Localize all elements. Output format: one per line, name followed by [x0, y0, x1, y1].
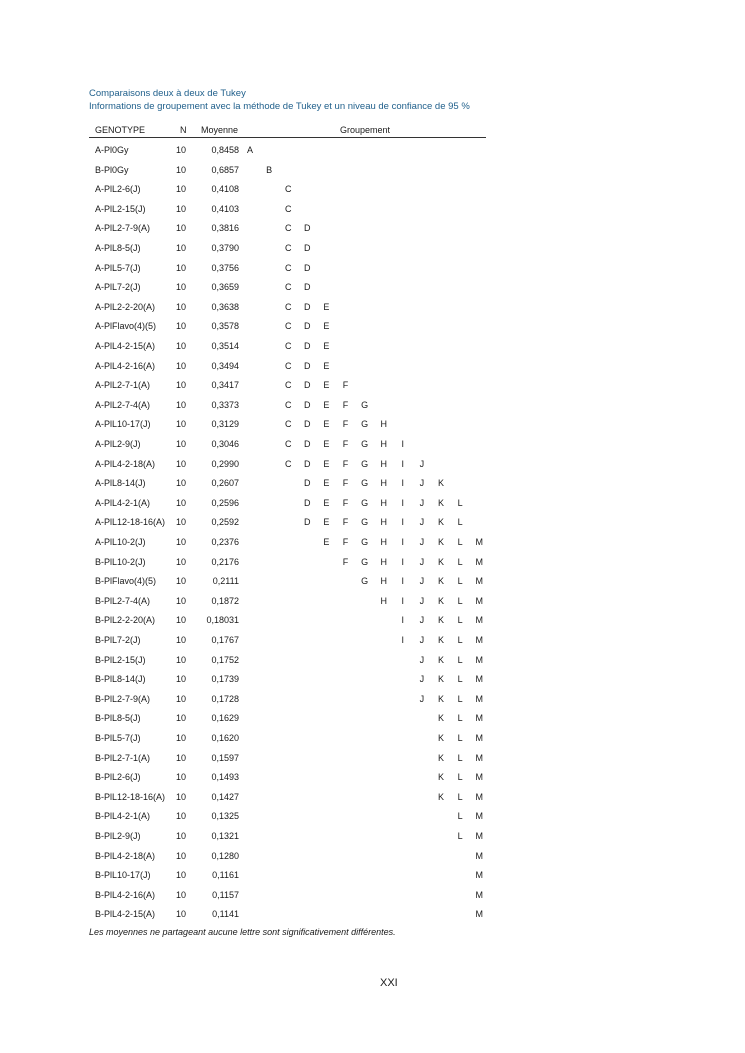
group-letter: H	[380, 458, 387, 469]
group-letter: L	[457, 693, 463, 704]
row-n: 10	[176, 478, 187, 489]
row-genotype: B-PlL2-2-20(A)	[95, 615, 156, 626]
group-letter: F	[342, 497, 349, 508]
row-genotype: B-PlL10-17(J)	[95, 870, 151, 881]
row-genotype: B-PlL2-7-1(A)	[95, 752, 151, 763]
group-letter: C	[284, 399, 292, 410]
group-letter: D	[304, 419, 311, 430]
row-mean: 0,3816	[211, 223, 239, 234]
row-mean: 0,3046	[211, 439, 239, 449]
group-letter: C	[284, 419, 292, 430]
group-letter: E	[323, 537, 330, 547]
group-letter: D	[304, 399, 311, 410]
row-n: 10	[176, 145, 187, 155]
row-mean: 0,4103	[211, 203, 239, 214]
group-letter: K	[437, 595, 444, 606]
group-letter: M	[475, 791, 483, 802]
row-n: 10	[176, 243, 187, 253]
row-genotype: B-PlL2-15(J)	[95, 654, 146, 665]
group-letter: D	[304, 478, 311, 489]
row-mean: 0,2990	[211, 458, 239, 469]
group-letter: L	[457, 635, 463, 645]
group-letter: L	[457, 713, 463, 724]
group-letter: F	[342, 478, 349, 489]
group-letter: L	[457, 752, 463, 763]
row-n: 10	[176, 791, 187, 802]
group-letter: L	[457, 654, 463, 665]
row-n: 10	[176, 556, 187, 567]
row-n: 10	[176, 497, 187, 508]
group-letter: K	[437, 713, 444, 724]
group-letter: I	[401, 537, 405, 547]
row-n: 10	[176, 635, 187, 645]
row-n: 10	[176, 184, 187, 195]
group-letter: C	[284, 243, 292, 253]
row-n: 10	[176, 223, 187, 234]
group-letter: E	[323, 419, 330, 430]
row-genotype: A-PlL4-2-16(A)	[95, 360, 156, 371]
group-letter: K	[437, 556, 444, 567]
page-number: XXI	[380, 977, 398, 989]
row-genotype: B-PlL2-7-9(A)	[95, 693, 151, 704]
row-mean: 0,3756	[211, 262, 239, 273]
group-letter: K	[437, 615, 444, 626]
header-grouping: Groupement	[340, 125, 391, 135]
group-letter: D	[304, 223, 311, 234]
row-genotype: A-PlL10-17(J)	[95, 419, 151, 430]
row-mean: 0,1157	[212, 889, 239, 900]
group-letter: M	[475, 556, 483, 567]
header-genotype: GENOTYPE	[95, 125, 146, 135]
group-letter: C	[284, 301, 292, 312]
group-letter: L	[457, 537, 463, 547]
group-letter: I	[401, 576, 405, 587]
group-letter: D	[304, 360, 311, 371]
row-genotype: B-PlL4-2-18(A)	[95, 850, 156, 861]
group-letter: I	[401, 478, 405, 489]
row-genotype: A-PlFlavo(4)(5)	[95, 321, 157, 332]
row-n: 10	[176, 752, 187, 763]
group-letter: J	[419, 556, 425, 567]
group-letter: M	[475, 537, 483, 547]
row-mean: 0,2111	[212, 576, 239, 587]
group-letter: D	[304, 243, 311, 253]
group-letter: G	[361, 497, 369, 508]
row-genotype: A-PlL4-2-1(A)	[95, 497, 151, 508]
group-letter: K	[437, 497, 444, 508]
row-n: 10	[176, 870, 187, 881]
row-mean: 0,1728	[211, 693, 239, 704]
group-letter: H	[380, 517, 387, 528]
group-letter: H	[380, 439, 387, 449]
row-mean: 0,1752	[211, 654, 239, 665]
row-mean: 0,4108	[211, 184, 239, 195]
row-genotype: B-PlL2-9(J)	[95, 831, 141, 841]
group-letter: F	[342, 458, 349, 469]
row-genotype: A-PlL7-2(J)	[95, 282, 141, 293]
group-letter: L	[457, 556, 463, 567]
row-genotype: B-PlL4-2-16(A)	[95, 889, 156, 900]
row-n: 10	[176, 909, 187, 920]
row-mean: 0,1321	[211, 831, 239, 841]
group-letter: D	[304, 301, 311, 312]
group-letter: D	[304, 458, 311, 469]
row-n: 10	[176, 595, 187, 606]
group-letter: K	[437, 635, 444, 645]
group-letter: D	[304, 262, 311, 273]
row-mean: 0,3514	[211, 341, 239, 351]
group-letter: C	[284, 380, 292, 391]
row-genotype: A-PlL8-14(J)	[95, 478, 146, 489]
group-letter: F	[342, 556, 349, 567]
header-mean: Moyenne	[201, 125, 239, 135]
group-letter: K	[437, 537, 444, 547]
row-genotype: A-PlL2-7-1(A)	[95, 380, 151, 391]
group-letter: H	[380, 576, 387, 587]
group-letter: C	[284, 184, 292, 195]
row-n: 10	[176, 772, 187, 783]
group-letter: I	[401, 497, 405, 508]
group-letter: H	[380, 497, 387, 508]
group-letter: M	[475, 654, 483, 665]
row-n: 10	[176, 576, 187, 587]
row-genotype: B-PlL12-18-16(A)	[95, 791, 166, 802]
group-letter: K	[437, 752, 444, 763]
row-mean: 0,3373	[211, 399, 239, 410]
row-n: 10	[176, 889, 187, 900]
group-letter: M	[475, 635, 483, 645]
group-letter: K	[437, 693, 444, 704]
group-letter: I	[401, 517, 405, 528]
group-letter: C	[284, 439, 292, 449]
row-mean: 0,1629	[211, 713, 239, 724]
table-subtitle: Informations de groupement avec la méthode de Tukey et un niveau de confiance de 95 %	[89, 101, 470, 112]
row-mean: 0,1280	[211, 850, 239, 861]
group-letter: M	[475, 772, 483, 783]
row-genotype: A-Pl0Gy	[95, 145, 129, 155]
group-letter: I	[401, 439, 405, 449]
row-genotype: A-PlL10-2(J)	[95, 537, 146, 547]
group-letter: E	[323, 478, 330, 489]
group-letter: F	[342, 439, 349, 449]
group-letter: F	[342, 419, 349, 430]
row-mean: 0,3494	[211, 360, 239, 371]
group-letter: F	[342, 380, 349, 391]
group-letter: M	[475, 811, 483, 822]
footnote: Les moyennes ne partageant aucune lettre sont significativement différentes.	[89, 927, 396, 937]
row-mean: 0,2376	[211, 537, 239, 547]
row-n: 10	[176, 693, 187, 704]
row-genotype: B-PlL2-6(J)	[95, 772, 141, 783]
group-letter: L	[457, 576, 463, 587]
row-mean: 0,1620	[211, 733, 239, 743]
row-mean: 0,1427	[211, 791, 239, 802]
group-letter: H	[380, 419, 387, 430]
group-letter: K	[437, 791, 444, 802]
group-letter: C	[284, 321, 292, 332]
group-letter: G	[361, 478, 369, 489]
group-letter: L	[457, 791, 463, 802]
group-letter: K	[437, 517, 444, 528]
row-mean: 0,1597	[211, 752, 239, 763]
group-letter: M	[475, 674, 483, 685]
group-letter: E	[323, 439, 330, 449]
group-letter: I	[401, 556, 405, 567]
group-letter: G	[361, 537, 369, 547]
row-mean: 0,6857	[211, 164, 239, 175]
group-letter: A	[246, 145, 253, 155]
row-genotype: A-PlL4-2-18(A)	[95, 458, 156, 469]
row-genotype: B-PlL8-14(J)	[95, 674, 146, 685]
group-letter: J	[419, 693, 425, 704]
row-n: 10	[176, 262, 187, 273]
group-letter: G	[361, 458, 369, 469]
row-genotype: B-PlL10-2(J)	[95, 556, 146, 567]
group-letter: M	[475, 870, 483, 881]
group-letter: L	[457, 517, 463, 528]
row-genotype: B-PlFlavo(4)(5)	[95, 576, 157, 587]
row-n: 10	[176, 537, 187, 547]
row-mean: 0,1493	[211, 772, 239, 783]
row-mean: 0,3578	[211, 321, 239, 332]
group-letter: E	[323, 360, 330, 371]
row-n: 10	[176, 203, 187, 214]
row-mean: 0,1767	[211, 635, 239, 645]
group-letter: D	[304, 282, 311, 293]
group-letter: K	[437, 674, 444, 685]
row-mean: 0,2592	[211, 517, 239, 528]
row-n: 10	[176, 458, 187, 469]
group-letter: C	[284, 341, 292, 351]
group-letter: F	[342, 399, 349, 410]
group-letter: M	[475, 615, 483, 626]
group-letter: M	[475, 576, 483, 587]
group-letter: C	[284, 360, 292, 371]
row-mean: 0,2607	[211, 478, 239, 489]
group-letter: B	[266, 164, 273, 175]
row-genotype: B-PlL4-2-1(A)	[95, 811, 151, 822]
row-mean: 0,18031	[206, 615, 239, 626]
row-n: 10	[176, 733, 187, 743]
row-n: 10	[176, 517, 187, 528]
row-genotype: A-PlL5-7(J)	[95, 262, 141, 273]
group-letter: K	[437, 733, 444, 743]
row-mean: 0,1872	[211, 595, 239, 606]
group-letter: H	[380, 556, 387, 567]
group-letter: E	[323, 497, 330, 508]
group-letter: K	[437, 576, 444, 587]
row-n: 10	[176, 439, 187, 449]
header-n: N	[180, 125, 187, 135]
group-letter: M	[475, 693, 483, 704]
group-letter: I	[401, 458, 405, 469]
table-title: Comparaisons deux à deux de Tukey	[89, 88, 246, 99]
row-n: 10	[176, 811, 187, 822]
group-letter: I	[401, 635, 405, 645]
row-mean: 0,8458	[211, 145, 239, 155]
group-letter: F	[342, 537, 349, 547]
row-mean: 0,3790	[211, 243, 239, 253]
group-letter: M	[475, 733, 483, 743]
group-letter: G	[361, 517, 369, 528]
group-letter: E	[323, 321, 330, 332]
group-letter: L	[457, 615, 463, 626]
group-letter: F	[342, 517, 349, 528]
group-letter: M	[475, 713, 483, 724]
group-letter: K	[437, 772, 444, 783]
row-n: 10	[176, 399, 187, 410]
row-mean: 0,3417	[211, 380, 239, 391]
group-letter: M	[475, 752, 483, 763]
group-letter: M	[475, 889, 483, 900]
group-letter: L	[457, 772, 463, 783]
row-genotype: B-PlL5-7(J)	[95, 733, 141, 743]
group-letter: E	[323, 458, 330, 469]
row-mean: 0,1141	[212, 909, 239, 920]
group-letter: D	[304, 341, 311, 351]
group-letter: K	[437, 654, 444, 665]
group-letter: D	[304, 321, 311, 332]
group-letter: M	[475, 909, 483, 920]
group-letter: E	[323, 399, 330, 410]
group-letter: C	[284, 262, 292, 273]
group-letter: G	[361, 576, 369, 587]
row-n: 10	[176, 615, 187, 626]
group-letter: C	[284, 203, 292, 214]
row-genotype: A-PlL2-2-20(A)	[95, 301, 156, 312]
group-letter: J	[419, 517, 425, 528]
group-letter: H	[380, 478, 387, 489]
row-genotype: B-PlL7-2(J)	[95, 635, 141, 645]
row-n: 10	[176, 654, 187, 665]
group-letter: J	[419, 595, 425, 606]
group-letter: L	[457, 674, 463, 685]
group-letter: L	[457, 733, 463, 743]
group-letter: J	[419, 635, 425, 645]
row-mean: 0,2596	[211, 497, 239, 508]
row-n: 10	[176, 850, 187, 861]
row-mean: 0,1739	[211, 674, 239, 685]
group-letter: H	[380, 595, 387, 606]
group-letter: L	[457, 595, 463, 606]
row-n: 10	[176, 341, 187, 351]
header-rule	[89, 137, 486, 138]
group-letter: J	[419, 576, 425, 587]
group-letter: C	[284, 458, 292, 469]
group-letter: G	[361, 556, 369, 567]
group-letter: E	[323, 301, 330, 312]
group-letter: D	[304, 439, 311, 449]
row-mean: 0,3638	[211, 301, 239, 312]
group-letter: J	[419, 478, 425, 489]
group-letter: E	[323, 380, 330, 391]
row-n: 10	[176, 321, 187, 332]
group-letter: J	[419, 537, 425, 547]
group-letter: C	[284, 282, 292, 293]
group-letter: E	[323, 517, 330, 528]
group-letter: L	[457, 497, 463, 508]
group-letter: I	[401, 615, 405, 626]
group-letter: G	[361, 439, 369, 449]
row-mean: 0,1161	[212, 870, 239, 881]
row-genotype: A-PlL2-9(J)	[95, 439, 141, 449]
group-letter: L	[457, 831, 463, 841]
group-letter: J	[419, 497, 425, 508]
group-letter: C	[284, 223, 292, 234]
row-n: 10	[176, 674, 187, 685]
row-n: 10	[176, 831, 187, 841]
row-mean: 0,2176	[211, 556, 239, 567]
row-genotype: A-PlL2-6(J)	[95, 184, 141, 195]
group-letter: M	[475, 595, 483, 606]
group-letter: J	[419, 458, 425, 469]
group-letter: L	[457, 811, 463, 822]
group-letter: D	[304, 497, 311, 508]
row-n: 10	[176, 164, 187, 175]
row-n: 10	[176, 282, 187, 293]
group-letter: H	[380, 537, 387, 547]
row-genotype: A-PlL2-7-9(A)	[95, 223, 151, 234]
group-letter: J	[419, 654, 425, 665]
row-genotype: B-Pl0Gy	[95, 164, 129, 175]
group-letter: K	[437, 478, 444, 489]
row-n: 10	[176, 380, 187, 391]
row-n: 10	[176, 713, 187, 724]
row-genotype: A-PlL12-18-16(A)	[95, 517, 166, 528]
row-n: 10	[176, 301, 187, 312]
row-genotype: A-PlL2-7-4(A)	[95, 399, 151, 410]
row-mean: 0,1325	[211, 811, 239, 822]
row-genotype: B-PlL8-5(J)	[95, 713, 141, 724]
row-genotype: A-PlL2-15(J)	[95, 203, 146, 214]
group-letter: E	[323, 341, 330, 351]
row-genotype: B-PlL4-2-15(A)	[95, 909, 156, 920]
group-letter: D	[304, 517, 311, 528]
row-genotype: A-PlL4-2-15(A)	[95, 341, 156, 351]
row-mean: 0,3129	[211, 419, 239, 430]
row-n: 10	[176, 419, 187, 430]
row-n: 10	[176, 360, 187, 371]
row-genotype: B-PlL2-7-4(A)	[95, 595, 151, 606]
row-genotype: A-PlL8-5(J)	[95, 243, 141, 253]
group-letter: M	[475, 831, 483, 841]
row-mean: 0,3659	[211, 282, 239, 293]
group-letter: G	[361, 399, 369, 410]
group-letter: I	[401, 595, 405, 606]
group-letter: J	[419, 674, 425, 685]
group-letter: M	[475, 850, 483, 861]
group-letter: G	[361, 419, 369, 430]
group-letter: D	[304, 380, 311, 391]
group-letter: J	[419, 615, 425, 626]
